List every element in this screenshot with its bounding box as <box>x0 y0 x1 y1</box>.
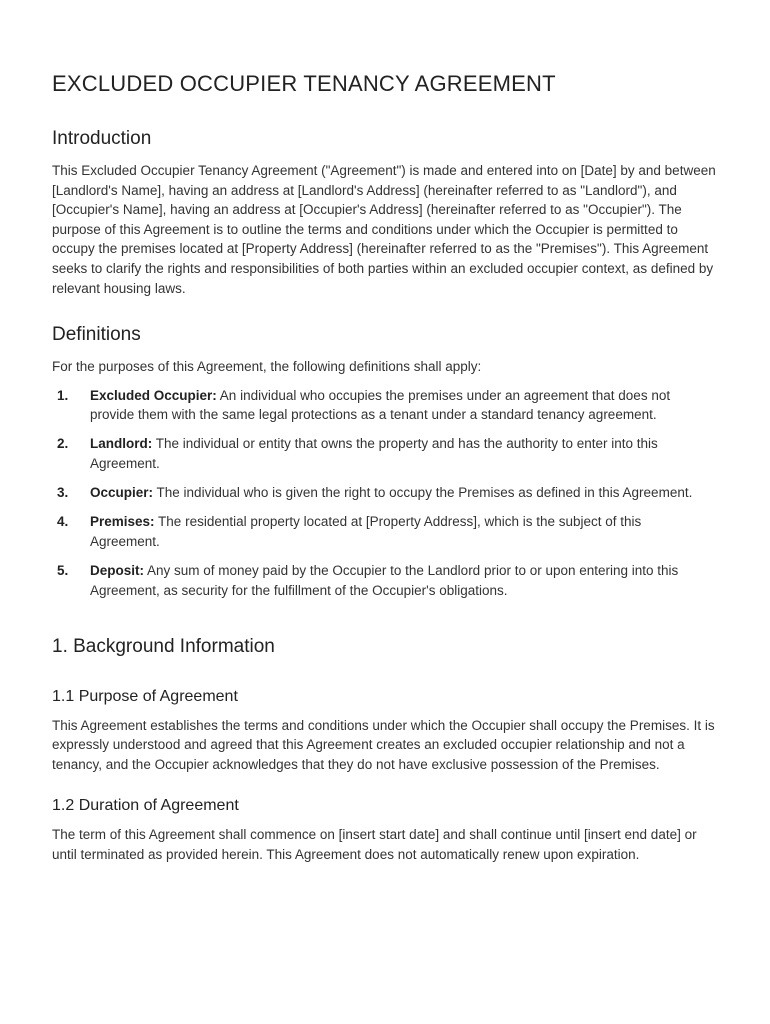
definition-number: 2. <box>57 436 69 452</box>
definition-description: The residential property located at [Property Address], which is the subject of this Agreement. <box>90 514 642 549</box>
definition-number: 1. <box>57 387 69 403</box>
definition-item <box>52 483 718 503</box>
definition-term: Excluded Occupier: <box>90 387 217 403</box>
definitions-heading: Definitions <box>52 324 141 346</box>
definitions-list <box>52 386 718 600</box>
definition-text <box>90 561 718 600</box>
definitions-section <box>52 322 718 600</box>
definition-text <box>90 434 718 473</box>
introduction-heading: Introduction <box>52 128 152 149</box>
definitions-intro: For the purposes of this Agreement, the following definitions shall apply: <box>52 359 482 375</box>
duration-paragraph: The term of this Agreement shall commence on [insert start date] and shall continue until [insert end date] or until terminated as provided herein. This Agreement does not automatically renew upon expiration. <box>52 827 697 862</box>
definition-description: The individual or entity that owns the property and has the authority to enter into this Agreement. <box>90 436 658 472</box>
introduction-section <box>52 126 718 298</box>
definition-term: Deposit: <box>90 562 144 578</box>
definition-term: Premises: <box>90 514 155 530</box>
definition-text <box>90 386 718 425</box>
definition-number: 3. <box>57 485 69 501</box>
definition-text <box>90 512 718 551</box>
definition-item <box>52 512 718 551</box>
definition-description: An individual who occupies the premises under an agreement that does not provide them with the same legal protections as a tenant under a standard tenancy agreement. <box>90 387 671 423</box>
definition-description: The individual who is given the right to occupy the Premises as defined in this Agreement. <box>153 485 693 501</box>
definition-number: 4. <box>57 514 69 530</box>
definition-term: Landlord: <box>90 436 153 452</box>
definition-text <box>90 483 718 503</box>
background-section <box>52 634 718 865</box>
purpose-heading: 1.1 Purpose of Agreement <box>52 687 238 705</box>
definition-item <box>52 386 718 425</box>
introduction-paragraph: This Excluded Occupier Tenancy Agreement ("Agreement") is made and entered into on [Date] by and between [Landlord's Name], having an address at [Landlord's Address] (hereinafter referred to as "Landlord"), and [Occupier's Name], having an address at [Occupier's Address] (hereinafter referred to as "Occupier"). The purpose of this Agreement is to outline the terms and conditions under which the Occupier is permitted to occupy the premises located at [Property Address] (hereinafter referred to as the "Premises"). This Agreement seeks to clarify the rights and responsibilities of both parties within an excluded occupier context, as defined by relevant housing laws. <box>52 163 716 296</box>
background-heading: 1. Background Information <box>52 635 275 657</box>
definition-item <box>52 561 718 600</box>
purpose-paragraph: This Agreement establishes the terms and conditions under which the Occupier shall occupy the Premises. It is expressly understood and agreed that this Agreement creates an excluded occupier relationship and not a tenancy, and the Occupier acknowledges that they do not have exclusive possession of the Premises. <box>52 717 715 772</box>
definition-item <box>52 434 718 473</box>
definition-number: 5. <box>57 562 69 578</box>
document-title: EXCLUDED OCCUPIER TENANCY AGREEMENT <box>52 71 556 96</box>
definition-term: Occupier: <box>90 485 154 501</box>
duration-heading: 1.2 Duration of Agreement <box>52 797 239 815</box>
definition-description: Any sum of money paid by the Occupier to the Landlord prior to or upon entering into this Agreement, as security for the fulfillment of the Occupier's obligations. <box>90 562 679 598</box>
